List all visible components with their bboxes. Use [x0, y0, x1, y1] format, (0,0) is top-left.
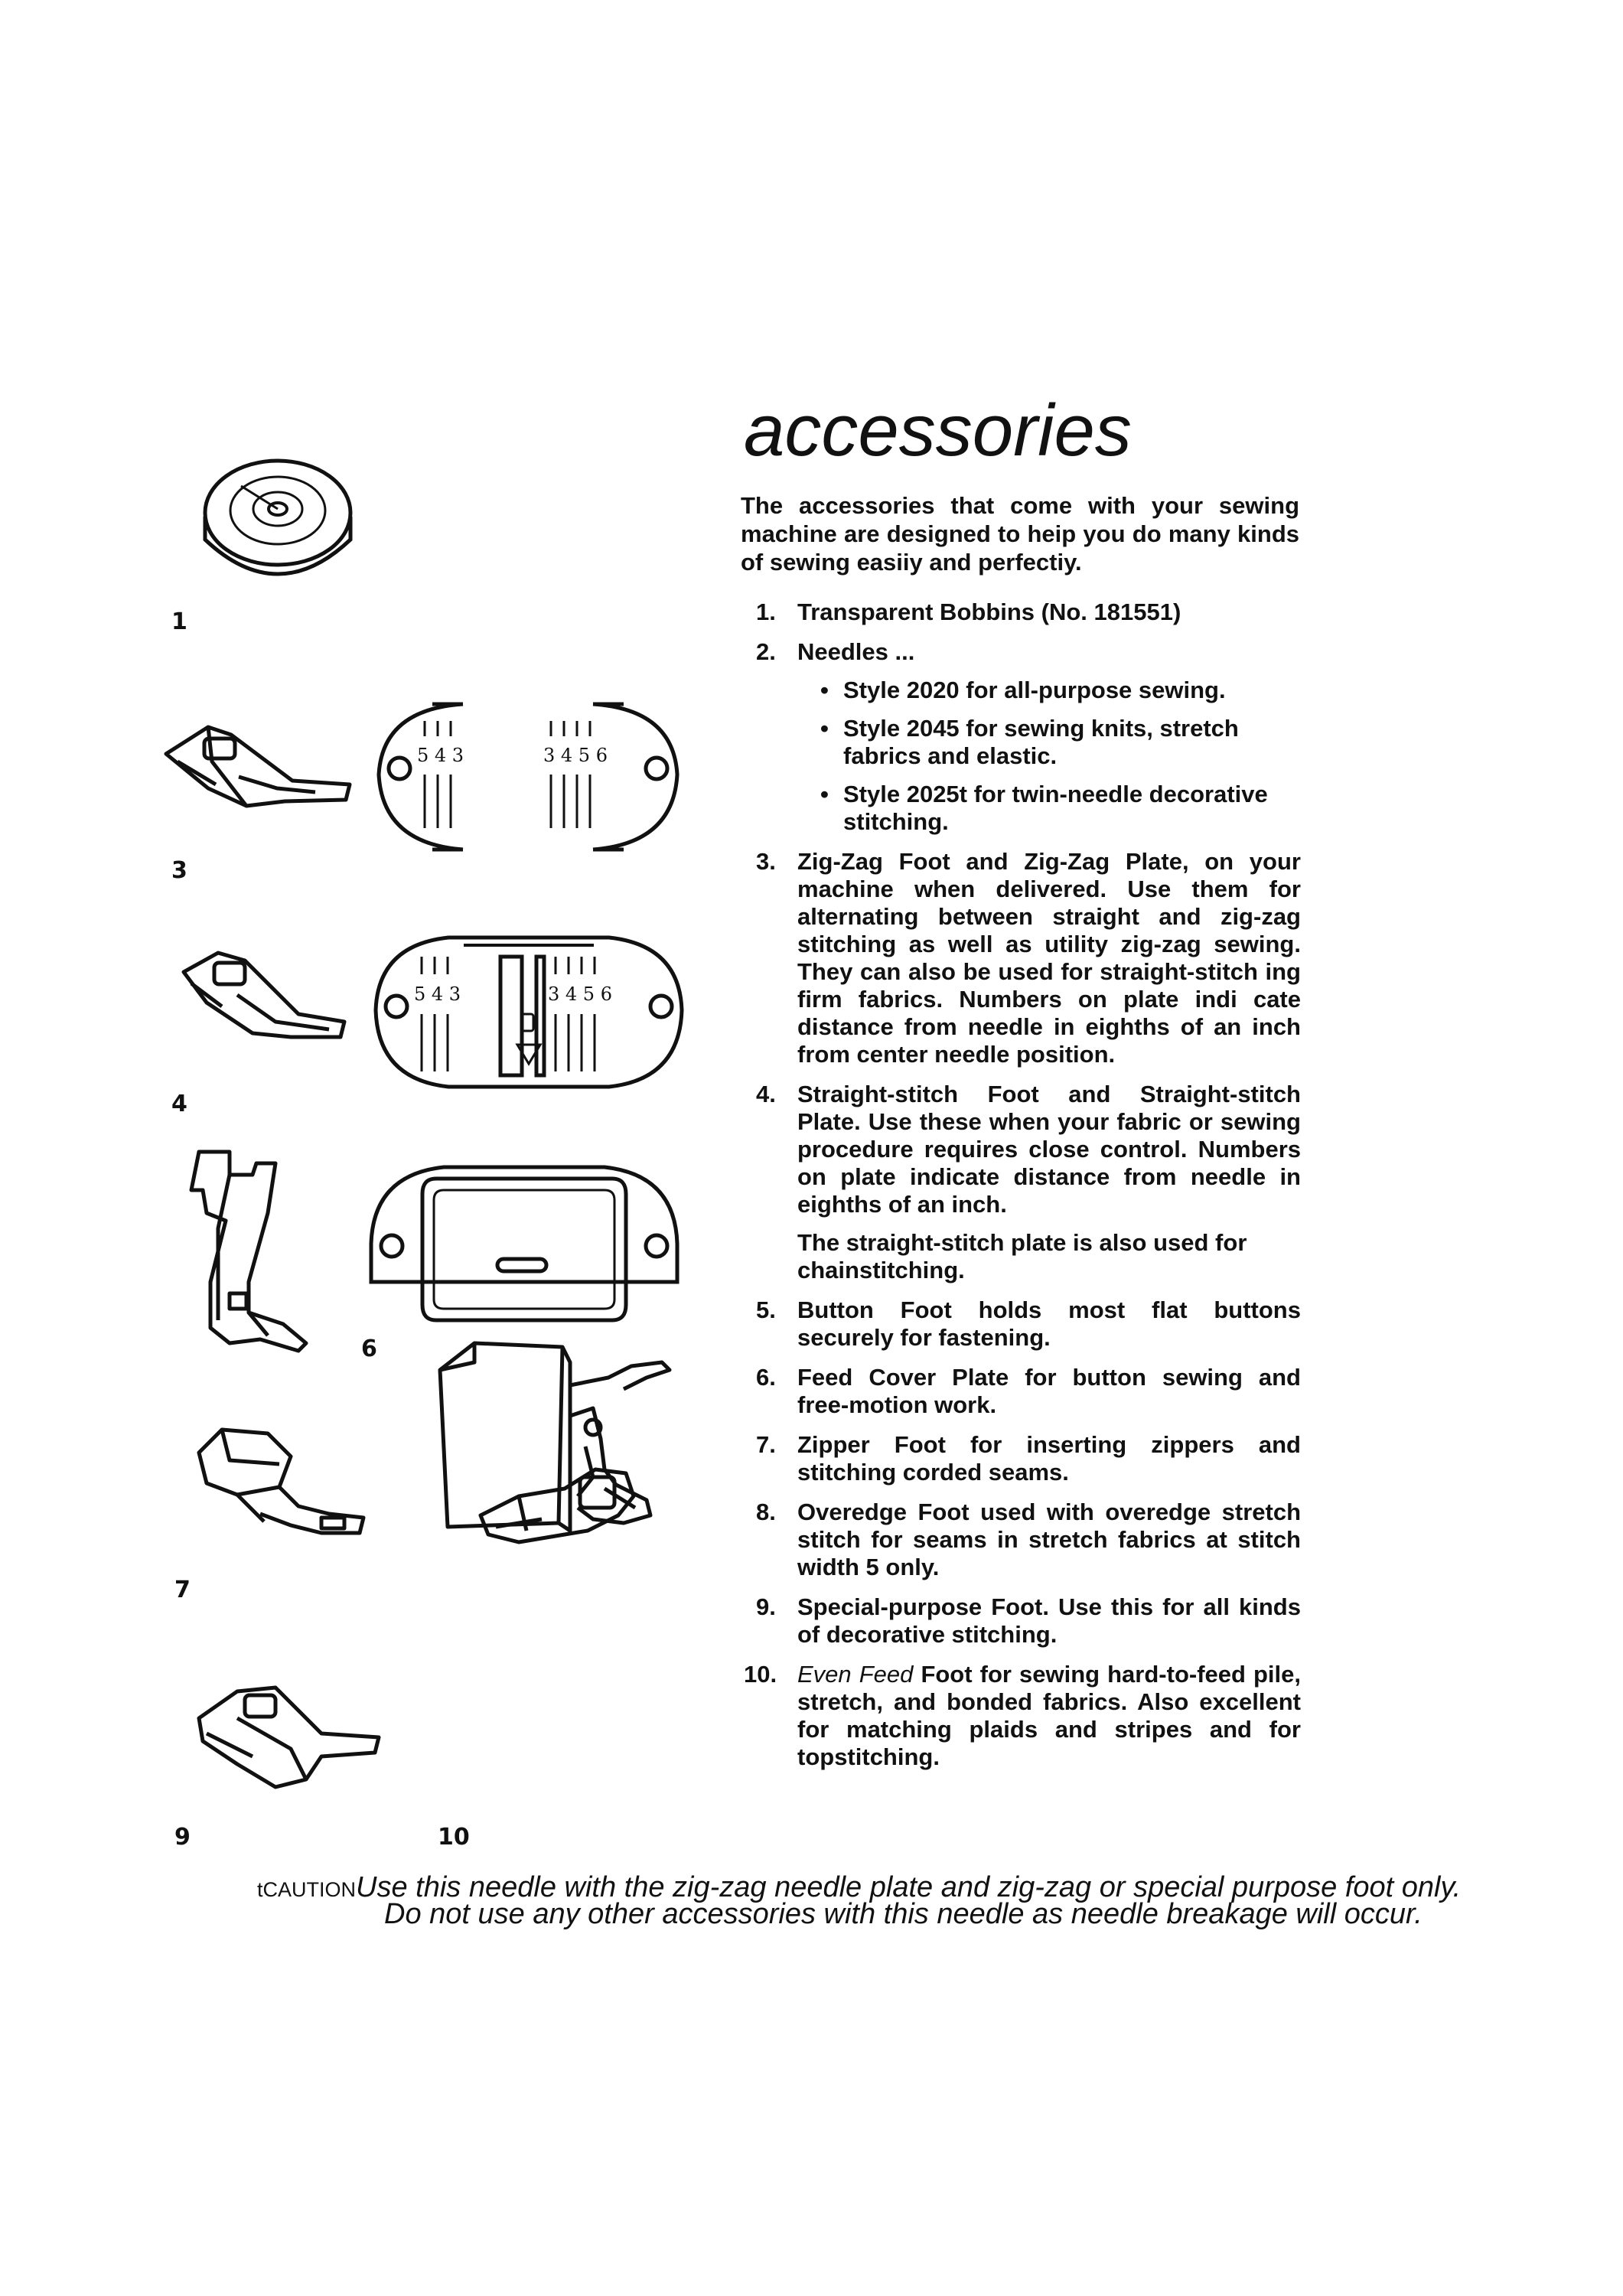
bobbin-illustration	[195, 455, 363, 597]
plate-numbers-right: 3 4 5 6	[548, 983, 612, 1005]
list-item	[735, 1364, 1301, 1419]
item-number: 8.	[756, 1499, 776, 1525]
figure-label-7: 7	[174, 1577, 191, 1603]
even-feed-foot-illustration	[432, 1332, 693, 1561]
button-foot-illustration	[184, 1144, 321, 1358]
special-purpose-foot-illustration	[191, 1672, 390, 1802]
list-item	[735, 598, 1301, 626]
list-item	[735, 1431, 1301, 1486]
list-item	[735, 1593, 1301, 1649]
bullet-item: • Style 2025t for twin-needle decorative stitching.	[820, 781, 1268, 835]
list-item	[735, 1081, 1301, 1284]
item-text: Transparent Bobbins (No. 181551)	[797, 598, 1181, 625]
item-text: Zig-Zag Foot and Zig-Zag Plate, on your machine when delivered. Use them for alternating between straight and zig-zag stitching as well as utility zig-zag sewing. They can also be used for straight-stitch ing firm fabrics. Numbers on plate indi cate distance from needle in eighths of an inch from center needle position.	[797, 848, 1301, 1068]
item-text: Feed Cover Plate for button sewing and free-motion work.	[797, 1364, 1301, 1418]
item-number: 3.	[756, 848, 776, 875]
zipper-foot-illustration	[191, 1422, 367, 1560]
figure-label-1: 1	[171, 608, 187, 635]
list-item	[735, 1296, 1301, 1352]
figure-label-4: 4	[171, 1091, 187, 1117]
item-text: Special-purpose Foot. Use this for all kinds of decorative stitching.	[797, 1593, 1301, 1648]
caution-label: tCAUTION	[257, 1878, 357, 1901]
figure-label-10: 10	[438, 1824, 470, 1851]
item-subtext: The straight-stitch plate is also used for chainstitching.	[797, 1229, 1247, 1283]
item-text: Needles ...	[797, 638, 915, 665]
item-italic-text: Even Feed	[797, 1661, 914, 1688]
page-title: accessories	[744, 390, 1132, 471]
item-number: 10.	[744, 1661, 777, 1688]
item-text: Overedge Foot used with overedge stretch stitch for seams in stretch fabrics at stitch width 5 only.	[797, 1499, 1301, 1580]
caution-note	[257, 1871, 1612, 1930]
caution-line-1: Use this needle with the zig-zag needle plate and zig-zag or special purpose foot only.	[356, 1871, 1462, 1903]
bullet-icon: •	[820, 677, 829, 703]
bullet-item: • Style 2020 for all-purpose sewing.	[820, 677, 1226, 703]
zigzag-foot-illustration	[162, 716, 354, 823]
zigzag-plate-illustration	[367, 698, 689, 855]
list-item	[735, 1661, 1301, 1771]
figure-label-3: 3	[171, 857, 187, 884]
item-text: Straight-stitch Foot and Straight-stitch Plate. Use these when your fabric or sewing procedure requires close control. Numbers on plate indicate distance from needle in eighths of an inch.	[797, 1081, 1301, 1218]
needle-styles	[797, 677, 1301, 836]
bullet-icon: •	[820, 715, 829, 742]
bullet-icon: •	[820, 781, 829, 807]
figure-label-9: 9	[174, 1824, 191, 1851]
plate-numbers-left: 5 4 3	[414, 983, 461, 1005]
item-text: Even Feed Foot for sewing hard-to-feed pile, stretch, and bonded fabrics. Also excellent for matching plaids and stripes and for topstitching.	[797, 1661, 1302, 1770]
list-item	[735, 638, 1301, 836]
straight-stitch-foot-illustration	[176, 941, 352, 1064]
list-item	[735, 1499, 1301, 1581]
straight-stitch-plate-illustration	[364, 930, 693, 1094]
item-number: 7.	[756, 1431, 776, 1458]
item-number: 6.	[756, 1364, 776, 1391]
item-text: Zipper Foot for inserting zippers and stitching corded seams.	[797, 1431, 1301, 1486]
caution-line-2: Do not use any other accessories with this needle as needle breakage will occur.	[384, 1898, 1423, 1930]
list-item	[735, 848, 1301, 1068]
bullet-item: • Style 2045 for sewing knits, stretch fabrics and elastic.	[820, 715, 1239, 769]
figure-label-6: 6	[361, 1336, 377, 1362]
feed-cover-plate-illustration	[360, 1156, 689, 1328]
item-number: 1.	[756, 598, 776, 625]
accessory-list	[735, 598, 1301, 1783]
plate-numbers-right: 3 4 5 6	[543, 745, 608, 766]
plate-numbers-left: 5 4 3	[417, 745, 464, 766]
item-number: 4.	[756, 1081, 776, 1107]
item-number: 5.	[756, 1296, 776, 1323]
intro-paragraph: The accessories that come with your sewing machine are designed to heip you do many kinds of sewing easiiy and perfectiy.	[741, 492, 1299, 576]
item-text: Button Foot holds most flat buttons securely for fastening.	[797, 1296, 1301, 1351]
item-number: 9.	[756, 1593, 776, 1620]
item-number: 2.	[756, 638, 776, 665]
